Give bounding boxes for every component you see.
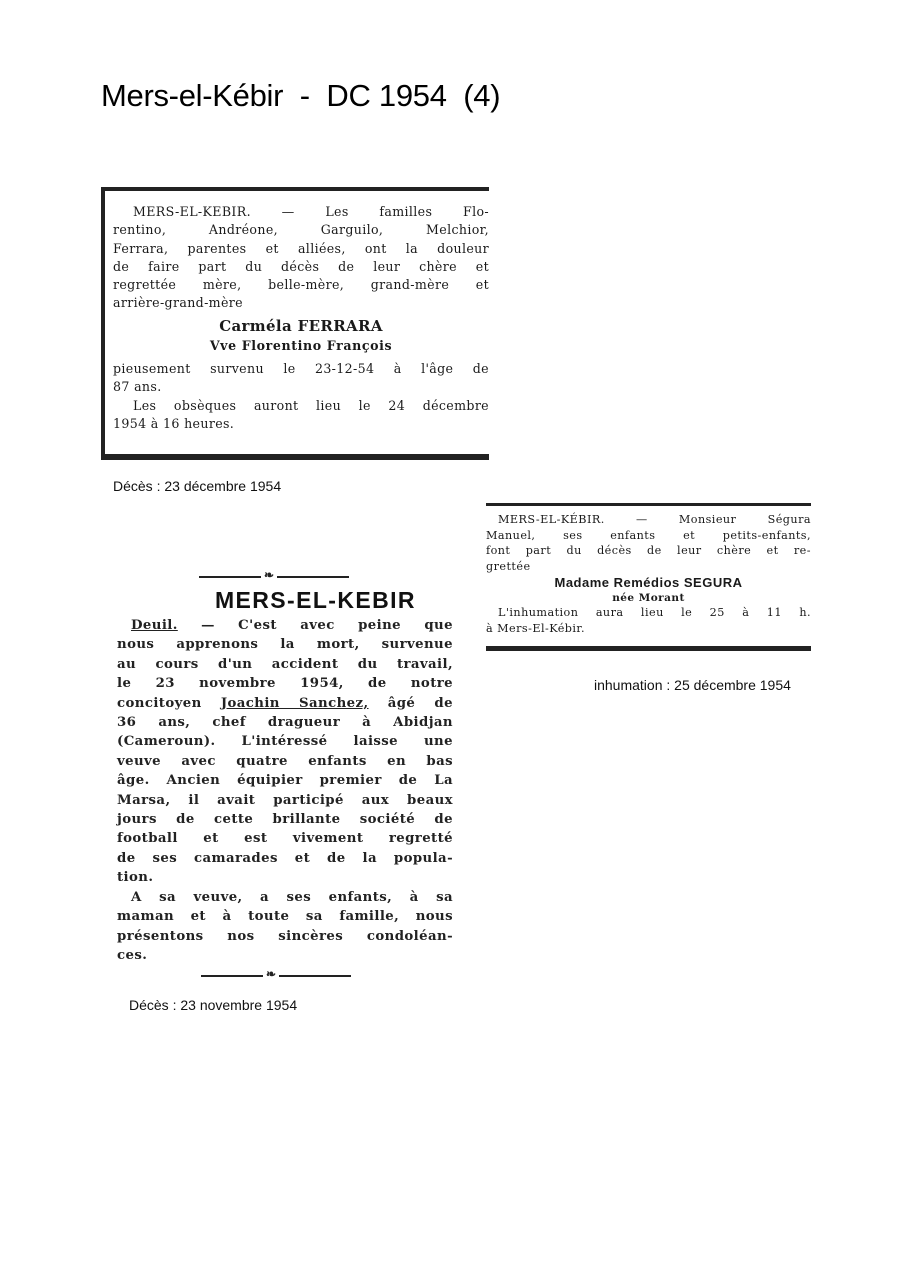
clipping-text-line: âge. Ancien équipier premier de La [117,773,453,789]
ornamental-rule-top [199,568,349,584]
clipping-text-line: A sa veuve, a ses enfants, à sa [131,889,453,905]
clipping-text-line: de ses camarades et de la popula- [117,850,453,866]
deceased-name: Joachin Sanchez, [220,695,369,711]
ornament-icon: ❧ [263,966,279,982]
clipping-text-line: Les obsèques auront lieu le 24 décembre [133,397,489,413]
clipping-text-line: 1954 à 16 heures. [113,415,235,431]
clipping-text-line: tion. [117,870,154,886]
obituary-clipping-segura [486,503,811,651]
clipping-caption: Décès : 23 novembre 1954 [129,997,298,1013]
news-clipping-sanchez [117,568,453,983]
clipping-text-line: au cours d'un accident du travail, [117,656,453,672]
clipping-text-line: à Mers-El-Kébir. [486,621,585,635]
clipping-text-line: font part du décès de leur chère et re- [486,544,811,558]
clipping-text-line: (Cameroun). L'intéressé laisse une [117,734,453,750]
clipping-text-line: maman et à toute sa famille, nous [117,909,453,925]
deceased-subtitle: Vve Florentino François [209,337,393,353]
clipping-text-line: Ferrara, parentes et alliées, ont la douleur [113,240,489,256]
clipping-text-line: 36 ans, chef dragueur à Abidjan [117,715,453,731]
clipping-text-line: MERS-EL-KEBIR. — Les familles Flo- [133,204,489,219]
clipping-text-line: rentino, Andréone, Garguilo, Melchior, [113,222,489,238]
ornamental-rule-bottom [201,967,351,983]
clipping-caption: inhumation : 25 décembre 1954 [594,677,791,693]
clipping-text-line: football et est vivement regretté [117,831,453,847]
clipping-text-line: veuve avec quatre enfants en bas [117,753,453,769]
deceased-subtitle: née Morant [612,592,685,605]
clipping-text-line: 87 ans. [113,379,162,395]
clipping-text-line [117,616,453,635]
clipping-text-line: le 23 novembre 1954, de notre [117,676,453,692]
clipping-text-line: nous apprenons la mort, survenue [117,637,453,653]
clipping-heading: MERS-EL-KEBIR [215,587,416,613]
clipping-text-line: regrettée mère, belle-mère, grand-mère et [113,277,489,293]
deceased-name: Carméla FERRARA [219,316,383,335]
clipping-text-span: âgé de [368,695,453,711]
ornament-icon: ❧ [261,567,277,583]
clipping-text-line: de faire part du décès de leur chère et [113,258,489,274]
clipping-text-span: concitoyen [117,695,221,711]
deuil-label: Deuil. [131,618,178,633]
clipping-text-line: Manuel, ses enfants et petits-enfants, [486,528,811,542]
clipping-text-line: L'inhumation aura lieu le 25 à 11 h. [498,606,811,620]
clipping-text-line: MERS-EL-KÉBIR. — Monsieur Ségura [498,513,811,526]
clipping-caption: Décès : 23 décembre 1954 [113,478,282,494]
clipping-text-line: ces. [117,947,148,963]
clipping-text-line [117,694,453,713]
page-title: Mers-el-Kébir - DC 1954 (4) [101,78,501,113]
clipping-text-span: — C'est avec peine que [177,618,453,633]
clipping-text-line: présentons nos sincères condoléan- [117,928,453,944]
deceased-name: Madame Remédios SEGURA [554,575,743,591]
clipping-text-line: Marsa, il avait participé aux beaux [117,792,453,808]
clipping-text-line: arrière-grand-mère [113,295,243,311]
obituary-clipping-ferrara [101,187,489,460]
clipping-text-line: pieusement survenu le 23-12-54 à l'âge de [113,361,489,377]
clipping-text-line: jours de cette brillante société de [117,812,453,828]
clipping-text-line: grettée [486,559,531,573]
